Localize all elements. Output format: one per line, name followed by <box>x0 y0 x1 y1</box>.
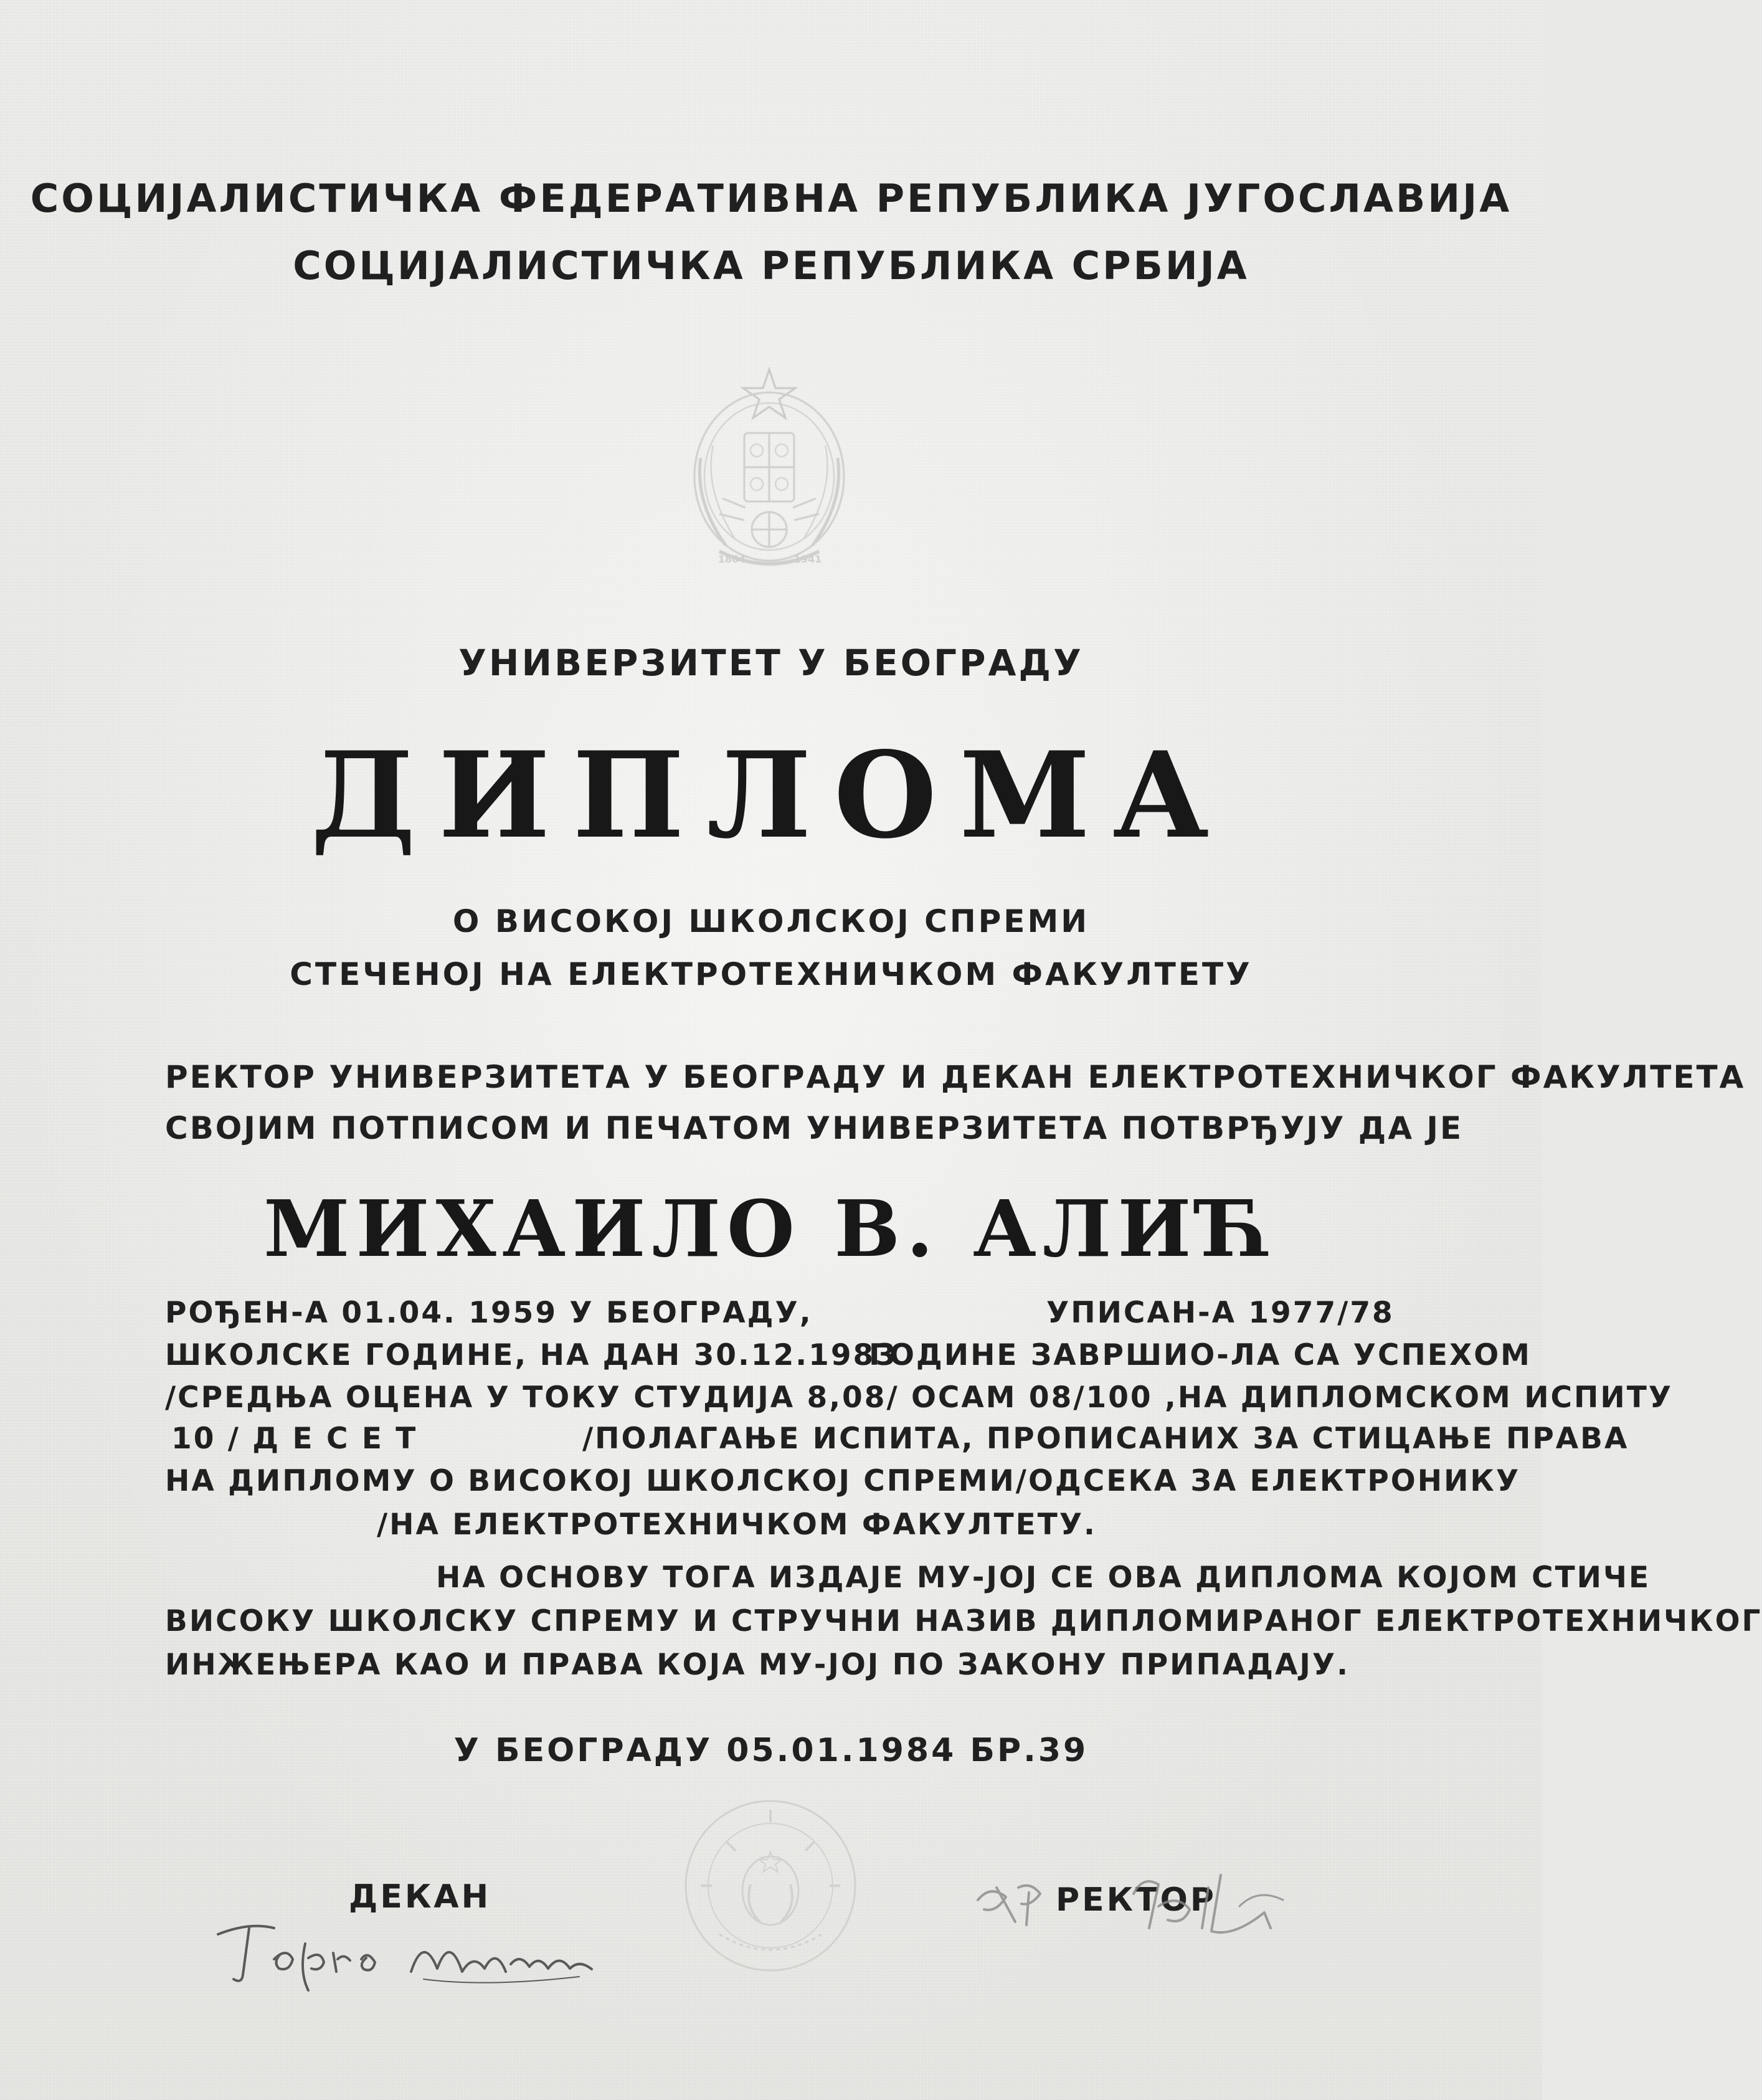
body-line-6: /НА ЕЛЕКТРОТЕХНИЧКОМ ФАКУЛТЕТУ. <box>377 1508 1097 1542</box>
emblem-year-right: 1941 <box>793 553 822 565</box>
body-line-7: НА ОСНОВУ ТОГА ИЗДАЈЕ МУ-ЈОЈ СЕ ОВА ДИПЛОМА КОЈОМ СТИЧЕ <box>436 1561 1651 1595</box>
body-line-4-grade: 10 / Д Е С Е Т <box>171 1422 418 1456</box>
body-line-9: ИНЖЕЊЕРА КАО И ПРАВА КОЈА МУ-ЈОЈ ПО ЗАКОНУ ПРИПАДАЈУ. <box>165 1648 1350 1682</box>
rector-label: РЕКТОР <box>1056 1881 1216 1919</box>
emblem-year-left: 1804 <box>718 553 746 565</box>
document-title: ДИПЛОМА <box>310 726 1232 865</box>
body-line-8: ВИСОКУ ШКОЛСКУ СПРЕМУ И СТРУЧНИ НАЗИВ ДИПЛОМИРАНОГ ЕЛЕКТРОТЕХНИЧКОГ <box>165 1604 1762 1638</box>
place-date-number: У БЕОГРАДУ 05.01.1984 БР.39 <box>453 1732 1089 1769</box>
body-line-4-right: /ПОЛАГАЊЕ ИСПИТА, ПРОПИСАНИХ ЗА СТИЦАЊЕ ПРАВА <box>582 1422 1629 1456</box>
body-line-1-right: УПИСАН-А 1977/78 <box>1046 1296 1395 1330</box>
header-line-2: СОЦИЈАЛИСТИЧКА РЕПУБЛИКА СРБИЈА <box>293 243 1249 288</box>
body-line-1-left: РОЂЕН-А 01.04. 1959 У БЕОГРАДУ, <box>165 1296 813 1330</box>
university-seal-icon <box>682 1797 860 1975</box>
body-line-2-right: ГОДИНЕ ЗАВРШИО-ЛА СА УСПЕХОМ <box>869 1338 1532 1372</box>
body-line-3: /СРЕДЊА ОЦЕНА У ТОКУ СТУДИЈА 8,08/ ОСАМ 08/100 ,НА ДИПЛОМСКОМ ИСПИТУ <box>165 1380 1673 1415</box>
recipient-name: МИХАИЛО В. АЛИЋ <box>263 1184 1279 1275</box>
header-line-1: СОЦИЈАЛИСТИЧКА ФЕДЕРАТИВНА РЕПУБЛИКА ЈУГОСЛАВИЈА <box>30 176 1512 221</box>
dean-label: ДЕКАН <box>349 1878 491 1916</box>
coat-of-arms-emblem-icon <box>676 364 863 579</box>
preamble-line-2: СВОЈИМ ПОТПИСОМ И ПЕЧАТОМ УНИВЕРЗИТЕТА ПОТВРЂУЈУ ДА ЈЕ <box>165 1110 1464 1146</box>
preamble-line-1: РЕКТОР УНИВЕРЗИТЕТА У БЕОГРАДУ И ДЕКАН ЕЛЕКТРОТЕХНИЧКОГ ФАКУЛТЕТА <box>165 1059 1746 1095</box>
body-line-5: НА ДИПЛОМУ О ВИСОКОЈ ШКОЛСКОЈ СПРЕМИ/ОДСЕКА ЗА ЕЛЕКТРОНИКУ <box>165 1464 1521 1498</box>
body-line-2-left: ШКОЛСКЕ ГОДИНЕ, НА ДАН 30.12.1983 <box>165 1338 898 1372</box>
university-name: УНИВЕРЗИТЕТ У БЕОГРАДУ <box>458 642 1084 684</box>
dean-signature <box>206 1909 604 1997</box>
subtitle-line-2: СТЕЧЕНОЈ НА ЕЛЕКТРОТЕХНИЧКОМ ФАКУЛТЕТУ <box>290 956 1253 992</box>
subtitle-line-1: О ВИСОКОЈ ШКОЛСКОЈ СПРЕМИ <box>452 903 1090 939</box>
rector-signature <box>972 1863 1295 1944</box>
